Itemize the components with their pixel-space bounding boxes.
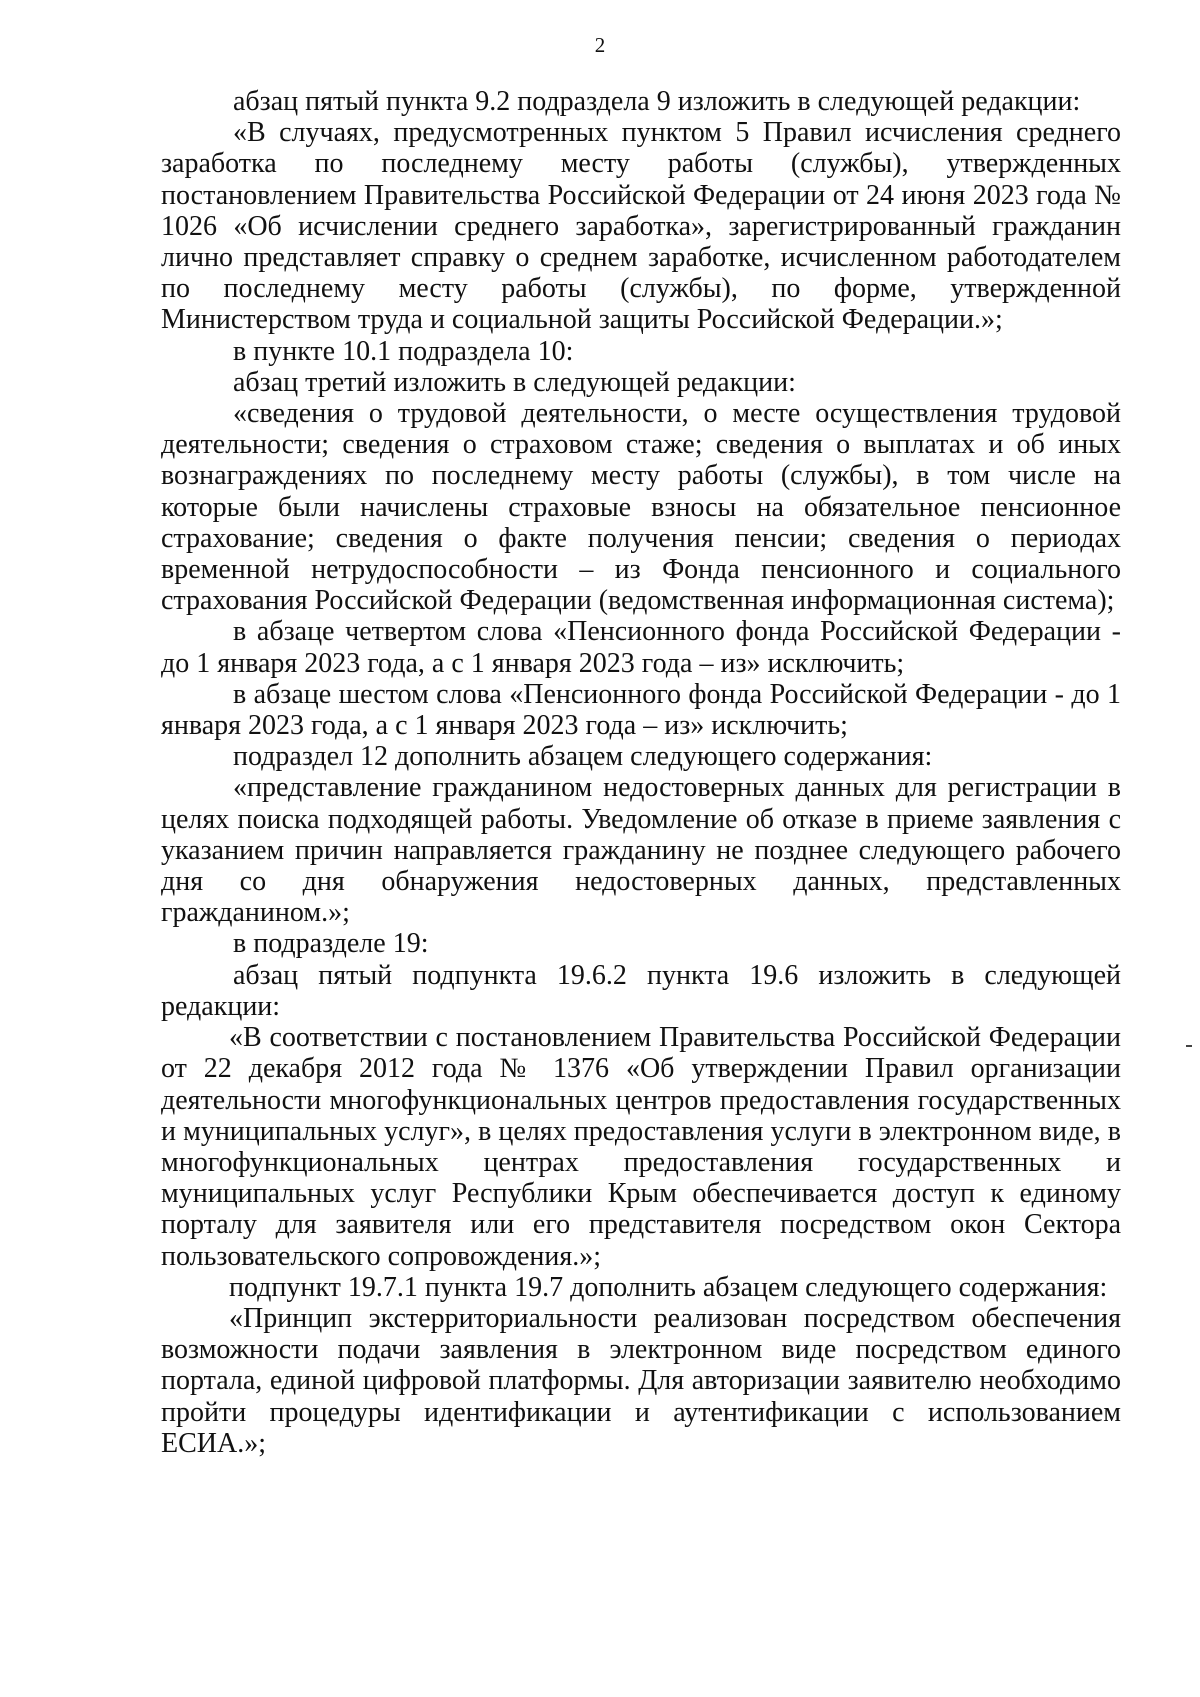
paragraph-subpoint-19-7-1: подпункт 19.7.1 пункта 19.7 дополнить абзацем следующего содержания: bbox=[229, 1271, 1108, 1303]
paragraph-subpoint-19-6-2: абзац пятый подпункта 19.6.2 пункта 19.6 изложить в следующей редакции: bbox=[161, 959, 1121, 1022]
paragraph-third-abzac: абзац третий изложить в следующей редакции: bbox=[233, 366, 796, 398]
paragraph-quote-labor-info: «сведения о трудовой деятельности, о месте осуществления трудовой деятельности; сведения о страховом стаже; сведения о выплатах и об иных вознаграждениях по последнему месту работы (службы), в том числе на которые были начислены страховые взносы на обязательное пенсионное страхование; сведения о факте получения пенсии; сведения о периодах временной нетрудоспособности – из Фонда пенсионного и социального страхования Российской Федерации (ведомственная информационная система); bbox=[161, 398, 1121, 617]
scan-margin-mark bbox=[1186, 1045, 1192, 1047]
paragraph-quote-extraterritoriality: «Принцип экстерриториальности реализован посредством обеспечения возможности подачи заявления в электронном виде посредством единого портала, единой цифровой платформы. Для авторизации заявителю необходимо пройти процедуры идентификации и аутентификации с использованием ЕСИА.»; bbox=[161, 1302, 1121, 1459]
paragraph-quote-mfc: «В соответствии с постановлением Правительства Российской Федерации от 22 декабря 2012 года № 1376 «Об утверждении Правил организации деятельности многофункциональных центров предоставления государственных и муниципальных услуг», в целях предоставления услуги в электронном виде, в многофункциональных центрах предоставления государственных и муниципальных услуг Республики Крым обеспечивается доступ к единому порталу для заявителя или его представителя посредством окон Сектора пользовательского сопровождения.»; bbox=[161, 1022, 1121, 1272]
paragraph-subsection-12: подраздел 12 дополнить абзацем следующего содержания: bbox=[233, 741, 933, 773]
paragraph-point-10-1: в пункте 10.1 подраздела 10: bbox=[233, 335, 574, 367]
paragraph-subsection-19: в подразделе 19: bbox=[233, 928, 429, 960]
paragraph-amendment-9-2: абзац пятый пункта 9.2 подраздела 9 изложить в следующей редакции: bbox=[233, 86, 1081, 117]
paragraph-quote-invalid-data: «представление гражданином недостоверных данных для регистрации в целях поиска подходящей работы. Уведомление об отказе в приеме заявления с указанием причин направляется гражданину не позднее следующего рабочего дня со дня обнаружения недостоверных данных, представленных гражданином.»; bbox=[161, 772, 1121, 929]
paragraph-sixth-abzac: в абзаце шестом слова «Пенсионного фонда Российской Федерации - до 1 января 2023 года, а с 1 января 2023 года – из» исключить; bbox=[161, 678, 1121, 742]
paragraph-quote-average-earnings: «В случаях, предусмотренных пунктом 5 Правил исчисления среднего заработка по последнему месту работы (службы), утвержденных постановлением Правительства Российской Федерации от 24 июня 2023 года № 1026 «Об исчислении среднего заработка», зарегистрированный гражданин лично представляет справку о среднем заработке, исчисленном работодателем по последнему месту работы (службы), по форме, утвержденной Министерством труда и социальной защиты Российской Федерации.»; bbox=[161, 117, 1121, 336]
page-number: 2 bbox=[594, 33, 606, 57]
document-body bbox=[161, 86, 1121, 1459]
paragraph-fourth-abzac: в абзаце четвертом слова «Пенсионного фонда Российской Федерации - до 1 января 2023 года, а с 1 января 2023 года – из» исключить; bbox=[161, 616, 1121, 679]
